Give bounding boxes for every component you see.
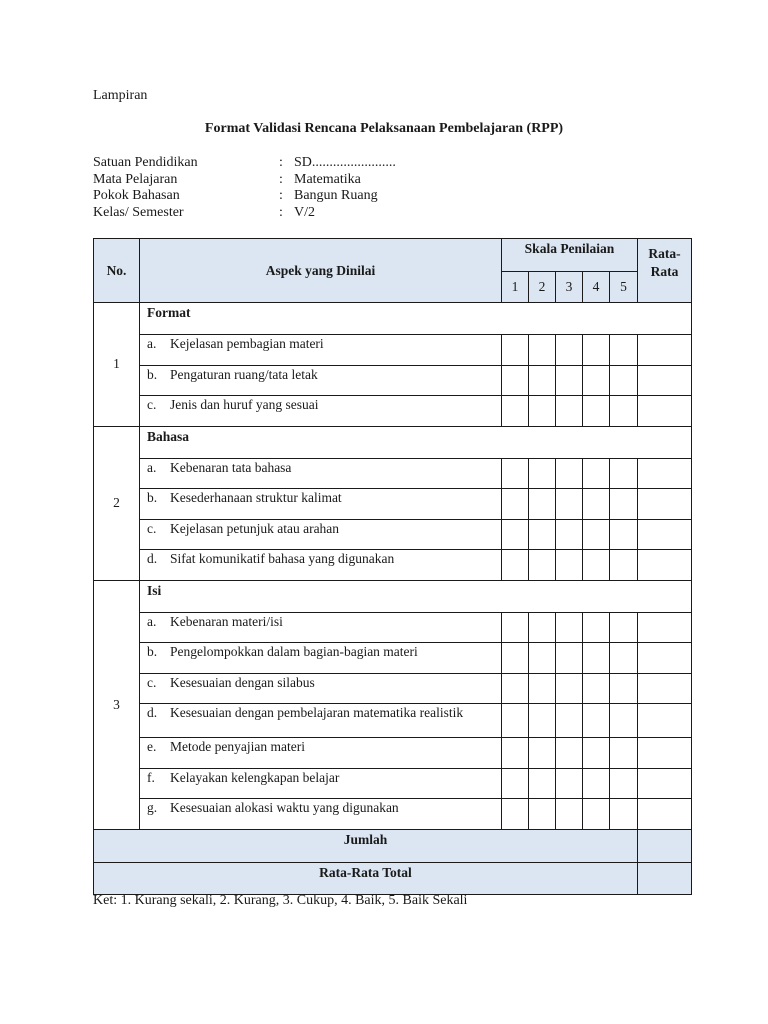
score-cell-2[interactable] [529, 799, 556, 830]
average-cell[interactable] [638, 704, 692, 738]
score-cell-1[interactable] [502, 799, 529, 830]
score-cell-1[interactable] [502, 489, 529, 520]
average-cell[interactable] [638, 612, 692, 643]
score-cell-5[interactable] [610, 365, 638, 396]
item-letter: c. [147, 674, 157, 690]
jumlah-row [94, 829, 692, 862]
meta-value: SD........................ [294, 155, 396, 170]
score-cell-5[interactable] [610, 335, 638, 366]
score-cell-1[interactable] [502, 704, 529, 738]
score-cell-5[interactable] [610, 643, 638, 674]
section-title: Format [140, 303, 692, 335]
keterangan: Ket: 1. Kurang sekali, 2. Kurang, 3. Cukup, 4. Baik, 5. Baik Sekali [93, 893, 468, 908]
score-cell-3[interactable] [556, 704, 583, 738]
average-cell[interactable] [638, 738, 692, 769]
score-cell-5[interactable] [610, 550, 638, 581]
meta-row-mapel [93, 172, 396, 189]
average-cell[interactable] [638, 489, 692, 520]
table-row [94, 612, 692, 643]
score-cell-5[interactable] [610, 519, 638, 550]
average-cell[interactable] [638, 396, 692, 427]
aspect-item [140, 489, 502, 520]
aspect-item [140, 519, 502, 550]
aspect-item [140, 643, 502, 674]
average-cell[interactable] [638, 550, 692, 581]
aspect-item [140, 396, 502, 427]
score-cell-5[interactable] [610, 673, 638, 704]
table-row [94, 768, 692, 799]
score-cell-4[interactable] [583, 396, 610, 427]
score-cell-2[interactable] [529, 489, 556, 520]
meta-colon: : [279, 204, 283, 220]
score-cell-2[interactable] [529, 550, 556, 581]
item-text: Kesesuaian dengan pembelajaran matematika realistik [170, 705, 464, 720]
jumlah-label: Jumlah [94, 829, 638, 862]
item-text: Pengaturan ruang/tata letak [170, 366, 318, 382]
score-cell-1[interactable] [502, 738, 529, 769]
average-cell[interactable] [638, 458, 692, 489]
table-row [94, 704, 692, 738]
aspect-item [140, 458, 502, 489]
item-text: Kejelasan petunjuk atau arahan [170, 520, 340, 536]
score-cell-2[interactable] [529, 335, 556, 366]
section-number: 3 [94, 580, 140, 829]
lampiran-label: Lampiran [93, 88, 148, 103]
score-cell-3[interactable] [556, 673, 583, 704]
score-cell-4[interactable] [583, 612, 610, 643]
aspect-item [140, 673, 502, 704]
score-cell-2[interactable] [529, 643, 556, 674]
score-cell-1[interactable] [502, 768, 529, 799]
score-cell-2[interactable] [529, 704, 556, 738]
table-row [94, 738, 692, 769]
meta-label: Satuan Pendidikan [93, 155, 198, 170]
item-text: Kebenaran tata bahasa [170, 459, 292, 475]
aspect-item [140, 550, 502, 581]
aspect-item [140, 738, 502, 769]
score-cell-3[interactable] [556, 799, 583, 830]
table-row [94, 489, 692, 520]
score-cell-2[interactable] [529, 673, 556, 704]
rata-total-label: Rata-Rata Total [94, 862, 638, 894]
score-cell-4[interactable] [583, 489, 610, 520]
table-row [94, 519, 692, 550]
score-cell-1[interactable] [502, 612, 529, 643]
average-cell[interactable] [638, 799, 692, 830]
aspect-item [140, 612, 502, 643]
score-cell-5[interactable] [610, 396, 638, 427]
score-cell-4[interactable] [583, 768, 610, 799]
meta-block [93, 155, 396, 221]
average-cell[interactable] [638, 673, 692, 704]
section-row [94, 303, 692, 335]
score-cell-2[interactable] [529, 519, 556, 550]
score-cell-5[interactable] [610, 768, 638, 799]
table-row [94, 396, 692, 427]
meta-value: V/2 [294, 204, 315, 220]
score-cell-3[interactable] [556, 396, 583, 427]
document-title: Format Validasi Rencana Pelaksanaan Pembelajaran (RPP) [204, 121, 564, 136]
header-no: No. [94, 239, 140, 303]
meta-label: Pokok Bahasan [93, 188, 180, 203]
score-cell-4[interactable] [583, 458, 610, 489]
scale-header-2: 2 [529, 272, 556, 303]
section-row [94, 426, 692, 458]
rata-total-row [94, 862, 692, 894]
meta-row-pokok [93, 188, 396, 205]
table-row [94, 643, 692, 674]
score-cell-5[interactable] [610, 738, 638, 769]
table-row [94, 673, 692, 704]
score-cell-4[interactable] [583, 738, 610, 769]
item-letter: a. [147, 336, 157, 351]
header-rata-line1: Rata- [648, 246, 681, 261]
average-cell[interactable] [638, 519, 692, 550]
average-cell[interactable] [638, 365, 692, 396]
item-letter: b. [147, 644, 158, 659]
scale-header-4: 4 [583, 272, 610, 303]
score-cell-1[interactable] [502, 550, 529, 581]
item-letter: f. [147, 769, 155, 785]
score-cell-3[interactable] [556, 458, 583, 489]
score-cell-3[interactable] [556, 489, 583, 520]
item-letter: g. [147, 800, 158, 815]
section-number: 2 [94, 426, 140, 580]
score-cell-1[interactable] [502, 335, 529, 366]
score-cell-4[interactable] [583, 673, 610, 704]
score-cell-4[interactable] [583, 365, 610, 396]
item-text: Kebenaran materi/isi [170, 613, 283, 629]
item-letter: e. [147, 739, 157, 754]
score-cell-1[interactable] [502, 396, 529, 427]
meta-label: Mata Pelajaran [93, 171, 178, 187]
item-text: Kelayakan kelengkapan belajar [170, 769, 340, 785]
score-cell-2[interactable] [529, 612, 556, 643]
meta-colon: : [279, 188, 283, 203]
score-cell-2[interactable] [529, 396, 556, 427]
meta-colon: : [279, 171, 283, 187]
score-cell-4[interactable] [583, 704, 610, 738]
item-text: Kesederhanaan struktur kalimat [170, 490, 342, 505]
score-cell-3[interactable] [556, 768, 583, 799]
item-text: Kejelasan pembagian materi [170, 336, 324, 351]
header-aspek: Aspek yang Dinilai [140, 239, 502, 303]
score-cell-3[interactable] [556, 519, 583, 550]
score-cell-4[interactable] [583, 335, 610, 366]
aspect-item [140, 335, 502, 366]
scale-header-5: 5 [610, 272, 638, 303]
header-skala: Skala Penilaian [502, 239, 638, 272]
item-text: Sifat komunikatif bahasa yang digunakan [170, 551, 395, 566]
score-cell-3[interactable] [556, 550, 583, 581]
score-cell-3[interactable] [556, 365, 583, 396]
score-cell-5[interactable] [610, 458, 638, 489]
jumlah-value[interactable] [638, 829, 692, 862]
section-number: 1 [94, 303, 140, 427]
table-row [94, 799, 692, 830]
rata-total-value[interactable] [638, 862, 692, 894]
section-title: Isi [140, 580, 692, 612]
section-title: Bahasa [140, 426, 692, 458]
item-letter: a. [147, 459, 157, 475]
header-rata-line2: Rata [650, 264, 679, 279]
item-text: Metode penyajian materi [170, 739, 305, 754]
meta-row-satuan [93, 155, 396, 172]
score-cell-5[interactable] [610, 704, 638, 738]
item-letter: c. [147, 397, 157, 412]
item-letter: b. [147, 366, 158, 382]
score-cell-2[interactable] [529, 768, 556, 799]
score-cell-4[interactable] [583, 799, 610, 830]
validation-table [93, 238, 692, 895]
score-cell-5[interactable] [610, 799, 638, 830]
score-cell-4[interactable] [583, 519, 610, 550]
meta-value: Matematika [294, 171, 361, 187]
item-text: Kesesuaian alokasi waktu yang digunakan [170, 800, 399, 815]
meta-row-kelas [93, 205, 396, 222]
score-cell-1[interactable] [502, 365, 529, 396]
meta-value: Bangun Ruang [294, 188, 378, 203]
meta-colon: : [279, 155, 283, 170]
score-cell-2[interactable] [529, 458, 556, 489]
item-letter: c. [147, 520, 157, 536]
item-letter: a. [147, 613, 157, 629]
score-cell-4[interactable] [583, 550, 610, 581]
score-cell-4[interactable] [583, 643, 610, 674]
score-cell-1[interactable] [502, 673, 529, 704]
table-row [94, 365, 692, 396]
average-cell[interactable] [638, 768, 692, 799]
item-letter: d. [147, 551, 158, 566]
aspect-item [140, 768, 502, 799]
item-text: Kesesuaian dengan silabus [170, 674, 315, 690]
score-cell-1[interactable] [502, 643, 529, 674]
item-text: Jenis dan huruf yang sesuai [170, 397, 319, 412]
table-row [94, 335, 692, 366]
item-letter: d. [147, 705, 158, 720]
score-cell-3[interactable] [556, 335, 583, 366]
header-rata-rata [638, 239, 692, 303]
table-row [94, 550, 692, 581]
scale-header-3: 3 [556, 272, 583, 303]
table-row [94, 458, 692, 489]
aspect-item [140, 365, 502, 396]
item-letter: b. [147, 490, 158, 505]
score-cell-5[interactable] [610, 489, 638, 520]
score-cell-2[interactable] [529, 738, 556, 769]
scale-header-1: 1 [502, 272, 529, 303]
score-cell-5[interactable] [610, 612, 638, 643]
score-cell-3[interactable] [556, 738, 583, 769]
item-text: Pengelompokkan dalam bagian-bagian materi [170, 644, 418, 659]
average-cell[interactable] [638, 643, 692, 674]
aspect-item [140, 704, 502, 738]
score-cell-3[interactable] [556, 612, 583, 643]
score-cell-2[interactable] [529, 365, 556, 396]
score-cell-3[interactable] [556, 643, 583, 674]
average-cell[interactable] [638, 335, 692, 366]
score-cell-1[interactable] [502, 519, 529, 550]
aspect-item [140, 799, 502, 830]
section-row [94, 580, 692, 612]
meta-label: Kelas/ Semester [93, 204, 184, 220]
score-cell-1[interactable] [502, 458, 529, 489]
